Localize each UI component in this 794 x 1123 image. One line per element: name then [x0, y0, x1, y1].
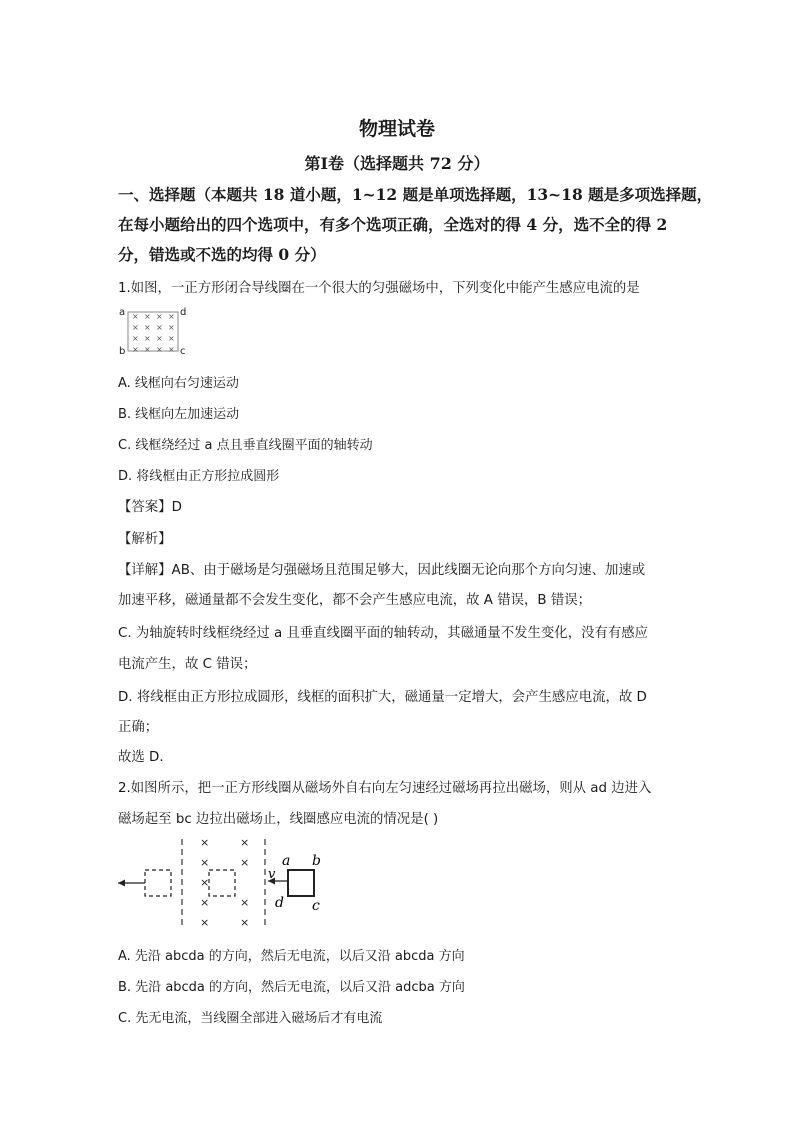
q2-middle-dashed-coil — [209, 870, 235, 896]
q2-left-arrow-head — [118, 880, 125, 887]
q1-option-b: B. 线框向左加速运动 — [118, 407, 240, 422]
field-cross-mark: × — [156, 323, 163, 332]
q1-figure — [118, 304, 196, 360]
q2-option-a: A. 先沿 abcda 的方向，然后无电流，以后又沿 abcda 方向 — [118, 949, 465, 964]
q2-label-v: v — [268, 867, 276, 882]
section-header-line-2: 在每小题给出的四个选项中，有多个选项正确，全选对的得 4 分，选不全的得 2 — [118, 215, 668, 234]
field-cross-mark: × — [132, 312, 139, 321]
field-cross-mark: × — [144, 345, 151, 354]
field-cross-mark: × — [200, 916, 210, 929]
detail-line-4: 电流产生，故 C 错误； — [118, 657, 257, 672]
q2-option-c: C. 先无电流，当线圈全部进入磁场后才有电流 — [118, 1011, 383, 1026]
q2-stem-line-2: 磁场起至 bc 边拉出磁场止，线圈感应电流的情况是( ) — [118, 812, 439, 827]
section-subtitle: 第Ⅰ卷（选择题共 72 分） — [304, 154, 490, 173]
page-title: 物理试卷 — [358, 118, 435, 140]
q1-option-d: D. 将线框由正方形拉成圆形 — [118, 469, 280, 484]
q2-left-dashed-coil — [145, 870, 171, 896]
field-cross-mark: × — [240, 856, 250, 869]
field-cross-mark: × — [200, 836, 210, 849]
q2-label-a: a — [282, 853, 291, 869]
q2-label-b: b — [312, 853, 321, 869]
q1-label-c: c — [180, 346, 186, 357]
q1-label-a: a — [119, 307, 126, 318]
q1-stem: 1.如图，一正方形闭合导线圈在一个很大的匀强磁场中，下列变化中能产生感应电流的是 — [118, 281, 640, 296]
q1-option-a: A. 线框向右匀速运动 — [118, 376, 239, 391]
q2-magnetic-field-crosses — [200, 836, 249, 929]
field-cross-mark: × — [132, 345, 139, 354]
field-cross-mark: × — [200, 856, 210, 869]
field-cross-mark: × — [168, 323, 175, 332]
q1-label-d: d — [180, 307, 187, 318]
field-cross-mark: × — [240, 916, 250, 929]
field-cross-mark: × — [168, 334, 175, 343]
field-cross-mark: × — [156, 345, 163, 354]
detail-line-3: C. 为轴旋转时线框绕经过 a 且垂直线圈平面的轴转动，其磁通量不发生变化，没有有感应 — [118, 626, 649, 641]
field-cross-mark: × — [144, 312, 151, 321]
field-cross-mark: × — [132, 334, 139, 343]
field-cross-mark: × — [156, 312, 163, 321]
detail-line-6: 正确； — [118, 720, 159, 735]
answer-tag: 【答案】 — [118, 500, 172, 515]
q2-right-coil — [288, 870, 314, 896]
field-cross-mark: × — [144, 323, 151, 332]
section-header-line-1: 一、选择题（本题共 18 道小题，1~12 题是单项选择题，13~18 题是多项选择题， — [118, 185, 713, 204]
q1-label-b: b — [119, 346, 126, 357]
field-cross-mark: × — [200, 876, 210, 889]
q1-answer-row — [118, 496, 182, 515]
detail-line-5: D. 将线框由正方形拉成圆形，线框的面积扩大，磁通量一定增大，会产生感应电流，故 D — [118, 690, 647, 705]
detail-line-2: 加速平移，磁通量都不会发生变化，都不会产生感应电流，故 A 错误，B 错误； — [118, 593, 592, 608]
q2-figure — [112, 836, 332, 932]
q2-option-b: B. 先沿 abcda 的方向，然后无电流，以后又沿 adcba 方向 — [118, 980, 465, 995]
q2-label-c: c — [312, 898, 320, 914]
field-cross-mark: × — [240, 836, 250, 849]
field-cross-mark: × — [132, 323, 139, 332]
analysis-tag: 【解析】 — [118, 532, 172, 547]
q1-magnetic-field-crosses — [132, 312, 175, 354]
q1-option-c: C. 线框绕经过 a 点且垂直线圈平面的轴转动 — [118, 438, 373, 453]
q2-label-d: d — [275, 895, 284, 911]
detail-line-7: 故选 D． — [118, 750, 173, 765]
q2-stem-line-1: 2.如图所示，把一正方形线圈从磁场外自右向左匀速经过磁场再拉出磁场，则从 ad 边进入 — [118, 781, 652, 796]
field-cross-mark: × — [168, 312, 175, 321]
detail-line-1: 【详解】AB、由于磁场是匀强磁场且范围足够大，因此线圈无论向那个方向匀速、加速或 — [118, 563, 646, 578]
section-header-line-3: 分，错选或不选的均得 0 分） — [118, 245, 326, 264]
field-cross-mark: × — [200, 896, 210, 909]
field-cross-mark: × — [144, 334, 151, 343]
field-cross-mark: × — [156, 334, 163, 343]
answer-value: D — [171, 500, 182, 515]
field-cross-mark: × — [168, 345, 175, 354]
field-cross-mark: × — [240, 896, 250, 909]
